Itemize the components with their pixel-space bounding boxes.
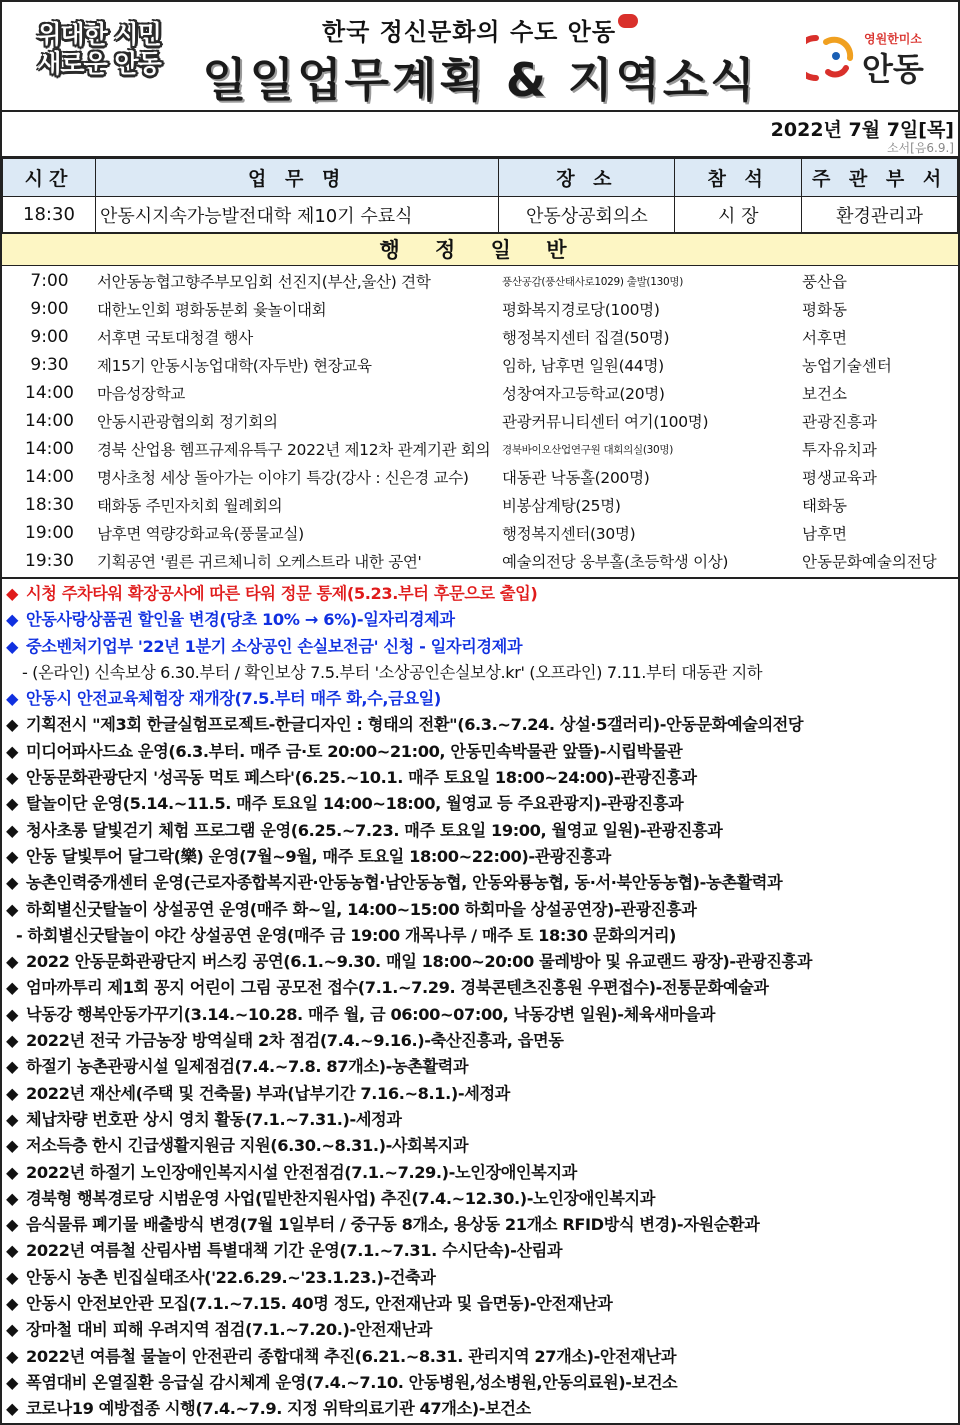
header-attend: 참 석 [675,159,802,197]
diamond-bullet-icon: ◆ [6,636,19,656]
notice-item [6,1002,958,1028]
admin-time: 9:30 [30,355,69,375]
admin-dept: 투자유치과 [802,441,877,459]
admin-place: 성창여자고등학교(20명) [502,385,665,403]
admin-time: 14:00 [25,383,74,403]
stamp-icon [618,14,638,28]
notice-text: 시청 주차타워 확장공사에 따른 타워 정문 통제(5.23.부터 후문으로 출입) [26,584,538,603]
admin-name: 명사초청 세상 돌아가는 이야기 특강(강사 : 신은경 교수) [97,469,469,487]
notice-text: 탈놀이단 운영(5.14.~11.5. 매주 토요일 14:00~18:00, 월영교 등 주요관광지)-관광진흥과 [26,794,684,814]
notice-item [6,1238,958,1264]
schedule-header-row [3,159,958,197]
admin-name: 태화동 주민자치회 월례회의 [97,497,283,515]
admin-name: 대한노인회 평화동분회 윷놀이대회 [97,301,327,319]
notice-text: 하회별신굿탈놀이 상설공연 운영(매주 화~일, 14:00~15:00 하회마을 상설공연장)-관광진흥과 [26,899,697,919]
list-item [2,295,958,323]
admin-name: 서안동농협고향주부모임회 선진지(부산,울산) 견학 [97,273,431,291]
schedule-place: 안동상공회의소 [499,197,675,233]
diamond-bullet-icon: ◆ [6,952,19,972]
admin-time: 14:00 [25,439,74,459]
lunar-date: 소서[음6.9.] [886,141,954,155]
admin-section-title: 행 정 일 반 [2,233,958,266]
notice-text: 안동시 농촌 빈집실태조사('22.6.29.~'23.1.23.)-건축과 [26,1267,436,1287]
notice-text: 낙동강 행복안동가꾸기(3.14.~10.28. 매주 월, 금 06:00~07:00, 낙동강변 일원)-체육새마을과 [26,1004,716,1024]
list-item [2,379,958,407]
admin-time: 18:30 [25,495,74,515]
notice-item [6,949,958,975]
admin-time: 19:30 [25,551,74,571]
notice-text: 폭염대비 온열질환 응급실 감시체계 운영(7.4.~7.10. 안동병원,성소병원,안동의료원)-보건소 [26,1372,678,1392]
diamond-bullet-icon: ◆ [6,1057,19,1077]
notice-text: 안동사랑상품권 할인율 변경(당초 10% → 6%)-일자리경제과 [26,610,455,630]
list-item [2,435,958,463]
diamond-bullet-icon: ◆ [6,1294,19,1314]
admin-place: 경북바이오산업연구원 대회의실(30명) [502,443,674,456]
notice-item [6,1160,958,1186]
diamond-bullet-icon: ◆ [6,1031,19,1051]
admin-time: 9:00 [30,299,69,319]
notice-item [6,1054,958,1080]
admin-dept: 안동문화예술의전당 [802,553,937,571]
notice-text: 미디어파사드쇼 운영(6.3.부터. 매주 금·토 20:00~21:00, 안동민속박물관 앞뜰)-시립박물관 [26,741,683,761]
notice-text: 2022년 여름철 산림사범 특별대책 기간 운영(7.1.~7.31. 수시단속)-산림과 [26,1241,563,1261]
diamond-bullet-icon: ◆ [6,899,19,919]
notice-item [6,739,958,765]
notice-text: 엄마까투리 제1회 꽁지 어린이 그림 공모전 접수(7.1.~7.29. 경북콘텐츠진흥원 우편접수)-전통문화예술과 [26,978,769,998]
notice-item [6,581,958,607]
notice-text: 안동시 안전교육체험장 재개장(7.5.부터 매주 화,수,금요일) [26,689,441,709]
slogan-line1: 위대한 시민 [37,20,161,49]
list-item [2,463,958,491]
notice-text: 하절기 농촌관광시설 일제점검(7.4.~7.8. 87개소)-농촌활력과 [26,1057,469,1077]
diamond-bullet-icon: ◆ [6,1188,19,1208]
diamond-bullet-icon: ◆ [6,1372,19,1392]
admin-place: 임하, 남후면 일원(44명) [502,357,664,375]
notice-text: 음식물류 폐기물 배출방식 변경(7월 1일부터 / 중구동 8개소, 용상동 21개소 RFID방식 변경)-자원순환과 [26,1215,760,1235]
admin-name: 마음성장학교 [97,385,186,403]
diamond-bullet-icon: ◆ [6,1267,19,1287]
notice-item [6,923,958,949]
notice-item [6,1212,958,1238]
diamond-bullet-icon: ◆ [6,741,19,761]
notice-item [6,765,958,791]
notice-text: 코로나19 예방접종 시행(7.4.~7.9. 지정 위탁의료기관 47개소)-보건소 [26,1399,531,1419]
notice-item [6,1028,958,1054]
header-time: 시간 [3,159,96,197]
date-text: 2022년 7월 7일[목] [770,119,954,141]
admin-place: 관광커뮤니티센터 여기(100명) [502,413,709,431]
admin-name: 남후면 역량강화교육(풍물교실) [97,525,304,543]
schedule-attend: 시 장 [675,197,802,233]
diamond-bullet-icon: ◆ [6,715,19,735]
admin-dept: 농업기술센터 [802,357,892,375]
notice-text: 2022년 전국 가금농장 방역실태 2차 점검(7.4.~9.16.)-축산진흥과, 읍면동 [26,1031,564,1051]
diamond-bullet-icon: ◆ [6,1109,19,1129]
notice-text: 청사초롱 달빛걷기 체험 프로그램 운영(6.25.~7.23. 매주 토요일 19:00, 월영교 일원)-관광진흥과 [26,820,723,840]
admin-time: 19:00 [25,523,74,543]
admin-name: 제15기 안동시농업대학(자두반) 현장교육 [97,357,372,375]
notice-item [6,975,958,1001]
diamond-bullet-icon: ◆ [6,1083,19,1103]
diamond-bullet-icon: ◆ [6,768,19,788]
admin-place: 풍산공감(풍산태사로1029) 출발(130명) [502,275,684,288]
admin-place: 행정복지센터 집결(50명) [502,329,670,347]
schedule-table [2,158,958,233]
diamond-bullet-icon: ◆ [6,820,19,840]
list-item [2,491,958,519]
notice-text: 2022 안동문화관광단지 버스킹 공연(6.1.~9.30. 매일 18:00~20:00 물레방아 및 유교랜드 광장)-관광진흥과 [26,952,812,972]
admin-time: 14:00 [25,467,74,487]
admin-dept: 풍산읍 [802,273,847,291]
schedule-time: 18:30 [3,197,96,233]
notice-item [6,712,958,738]
header-name: 업 무 명 [95,159,499,197]
subtitle-text: 한국 정신문화의 수도 안동 [321,18,617,46]
notice-text: 2022년 하절기 노인장애인복지시설 안전점검(7.1.~7.29.)-노인장애인복지과 [26,1162,577,1182]
notice-text: 경북형 행복경로당 시범운영 사업(밑반찬지원사업) 추진(7.4.~12.30.)-노인장애인복지과 [26,1188,655,1208]
admin-time: 9:00 [30,327,69,347]
admin-name: 안동시관광협의회 정기회의 [97,413,278,431]
diamond-bullet-icon: ◆ [6,1162,19,1182]
notice-item [6,1107,958,1133]
diamond-bullet-icon: ◆ [6,1241,19,1261]
admin-place: 비봉삼계탕(25명) [502,497,621,515]
date-row [2,112,958,158]
list-item [2,267,958,295]
diamond-bullet-icon: ◆ [6,1136,19,1156]
notice-list [2,579,958,1423]
header-dept: 주 관 부 서 [802,159,958,197]
admin-name: 서후면 국토대청결 행사 [97,329,253,347]
list-item [2,519,958,547]
admin-place: 예술의전당 웅부홀(초등학생 이상) [502,553,729,571]
notice-text: 안동시 안전보안관 모집(7.1.~7.15. 40명 정도, 안전재난과 및 읍면동)-안전재난과 [26,1294,613,1314]
header [2,2,958,112]
diamond-bullet-icon: ◆ [6,584,19,603]
schedule-name: 안동시지속가능발전대학 제10기 수료식 [95,197,499,233]
notice-text: 장마철 대비 피해 우려지역 점검(7.1.~7.20.)-안전재난과 [26,1320,433,1340]
notice-text: - (온라인) 신속보상 6.30.부터 / 확인보상 7.5.부터 '소상공인손실보상.kr' (오프라인) 7.11.부터 대동관 지하 [22,662,763,682]
notice-text: 2022년 여름철 물놀이 안전관리 종합대책 추진(6.21.~8.31. 관리지역 27개소)-안전재난과 [26,1346,677,1366]
diamond-bullet-icon: ◆ [6,1399,19,1419]
admin-dept: 태화동 [802,497,847,515]
list-item [2,407,958,435]
admin-dept: 평생교육과 [802,469,877,487]
diamond-bullet-icon: ◆ [6,610,19,630]
diamond-bullet-icon: ◆ [6,978,19,998]
notice-item [6,686,958,712]
notice-item [6,1344,958,1370]
notice-text: 중소벤처기업부 '22년 1분기 소상공인 손실보전금' 신청 - 일자리경제과 [26,636,523,656]
admin-place: 행정복지센터(30명) [502,525,636,543]
admin-dept: 서후면 [802,329,847,347]
list-item [2,323,958,351]
notice-item [6,1370,958,1396]
andong-logo [806,28,936,88]
header-place: 장 소 [499,159,675,197]
notice-text: 저소득층 한시 긴급생활지원금 지원(6.30.~8.31.)-사회복지과 [26,1136,469,1156]
admin-place: 대동관 낙동홀(200명) [502,469,650,487]
notice-item [6,791,958,817]
notice-text: 기획전시 "제3회 한글실험프로젝트-한글디자인 : 형태의 전환"(6.3.~7.24. 상설·5갤러리)-안동문화예술의전당 [26,715,804,735]
admin-place: 평화복지경로당(100명) [502,301,660,319]
diamond-bullet-icon: ◆ [6,689,19,709]
notice-item [6,870,958,896]
admin-dept: 남후면 [802,525,847,543]
admin-name: 경북 산업용 헴프규제유특구 2022년 제12차 관계기관 회의 [97,441,491,459]
notice-text: 안동문화관광단지 '성곡동 먹토 페스타'(6.25.~10.1. 매주 토요일 18:00~24:00)-관광진흥과 [26,768,697,788]
list-item [2,547,958,575]
diamond-bullet-icon: ◆ [6,1346,19,1366]
admin-name: 기획공연 '퀼른 귀르체니히 오케스트라 내한 공연' [97,553,422,571]
slogan-line2: 새로운 안동 [37,49,161,78]
diamond-bullet-icon: ◆ [6,846,19,866]
diamond-bullet-icon: ◆ [6,1320,19,1340]
andong-logo-icon [806,32,858,84]
notice-text: 체납차량 번호판 상시 영치 활동(7.1.~7.31.)-세정과 [26,1109,402,1129]
schedule-dept: 환경관리과 [802,197,958,233]
notice-item [6,1291,958,1317]
notice-item [6,897,958,923]
admin-dept: 보건소 [802,385,847,403]
notice-text: - 하회별신굿탈놀이 야간 상설공연 운영(매주 금 19:00 개목나루 / 매주 토 18:30 문화의거리) [16,925,677,945]
admin-time: 7:00 [30,271,69,291]
notice-item [6,1081,958,1107]
admin-time: 14:00 [25,411,74,431]
notice-item [6,1265,958,1291]
diamond-bullet-icon: ◆ [6,1215,19,1235]
table-row [3,197,958,233]
list-item [2,351,958,379]
logo-name: 안동 [862,50,924,88]
notice-item [6,1133,958,1159]
logo-tagline: 영원한미소 [864,32,922,46]
notice-item [6,818,958,844]
notice-item [6,634,958,660]
admin-dept: 관광진흥과 [802,413,877,431]
page-title: 일일업무계획 & 지역소식 [202,53,758,107]
notice-item [6,607,958,633]
admin-dept: 평화동 [802,301,847,319]
diamond-bullet-icon: ◆ [6,873,19,893]
notice-item [6,660,958,686]
diamond-bullet-icon: ◆ [6,1004,19,1024]
notice-item [6,1396,958,1422]
notice-item [6,1186,958,1212]
notice-item [6,844,958,870]
notice-text: 농촌인력중개센터 운영(근로자종합복지관·안동농협·남안동농협, 안동와룡농협, 동·서·북안동농협)-농촌활력과 [26,873,783,893]
notice-text: 안동 달빛투어 달그락(樂) 운영(7월~9월, 매주 토요일 18:00~22:00)-관광진흥과 [26,846,611,866]
notice-item [6,1317,958,1343]
notice-text: 2022년 재산세(주택 및 건축물) 부과(납부기간 7.16.~8.1.)-세정과 [26,1083,510,1103]
admin-list [2,266,958,579]
diamond-bullet-icon: ◆ [6,794,19,814]
